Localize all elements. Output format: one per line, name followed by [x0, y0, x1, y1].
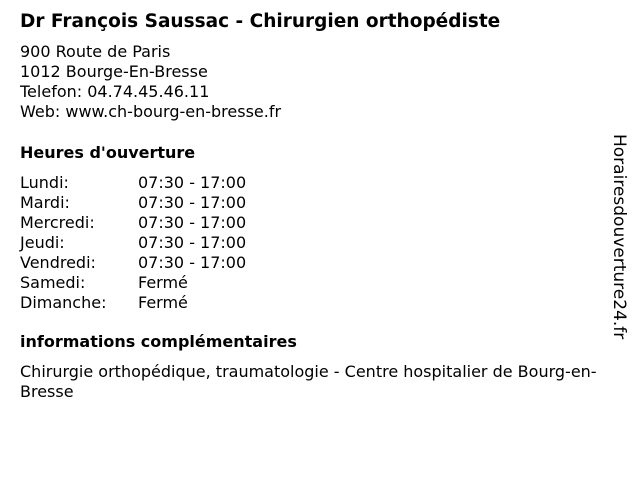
- hours-row-wednesday: [20, 213, 610, 233]
- day-label: Mardi:: [20, 193, 70, 212]
- hours-table: [20, 173, 610, 313]
- hours-heading: Heures d'ouverture: [20, 143, 196, 162]
- address-block: [20, 42, 610, 122]
- time-value: 07:30 - 17:00: [138, 233, 247, 252]
- time-value: Fermé: [138, 293, 188, 312]
- time-value: 07:30 - 17:00: [138, 213, 247, 232]
- hours-row-tuesday: [20, 193, 610, 213]
- time-value: 07:30 - 17:00: [138, 193, 247, 212]
- phone-number: Telefon: 04.74.45.46.11: [20, 82, 210, 101]
- website: Web: www.ch-bourg-en-bresse.fr: [20, 102, 282, 121]
- hours-row-friday: [20, 253, 610, 273]
- day-label: Jeudi:: [20, 233, 65, 252]
- day-label: Lundi:: [20, 173, 69, 192]
- site-watermark: Horairesdouverture24.fr: [609, 134, 629, 340]
- time-value: Fermé: [138, 273, 188, 292]
- hours-row-saturday: [20, 273, 610, 293]
- hours-row-thursday: [20, 233, 610, 253]
- info-text: Chirurgie orthopédique, traumatologie - Centre hospitalier de Bourg-en-Bresse: [20, 362, 597, 401]
- hours-row-sunday: [20, 293, 610, 313]
- info-heading: informations complémentaires: [20, 332, 297, 351]
- address-city: 1012 Bourge-En-Bresse: [20, 62, 208, 81]
- business-card: [20, 10, 610, 402]
- day-label: Dimanche:: [20, 293, 107, 312]
- time-value: 07:30 - 17:00: [138, 253, 247, 272]
- day-label: Samedi:: [20, 273, 86, 292]
- day-label: Mercredi:: [20, 213, 95, 232]
- day-label: Vendredi:: [20, 253, 96, 272]
- page-title: Dr François Saussac - Chirurgien orthopédiste: [20, 11, 501, 32]
- address-street: 900 Route de Paris: [20, 42, 171, 61]
- hours-row-monday: [20, 173, 610, 193]
- time-value: 07:30 - 17:00: [138, 173, 247, 192]
